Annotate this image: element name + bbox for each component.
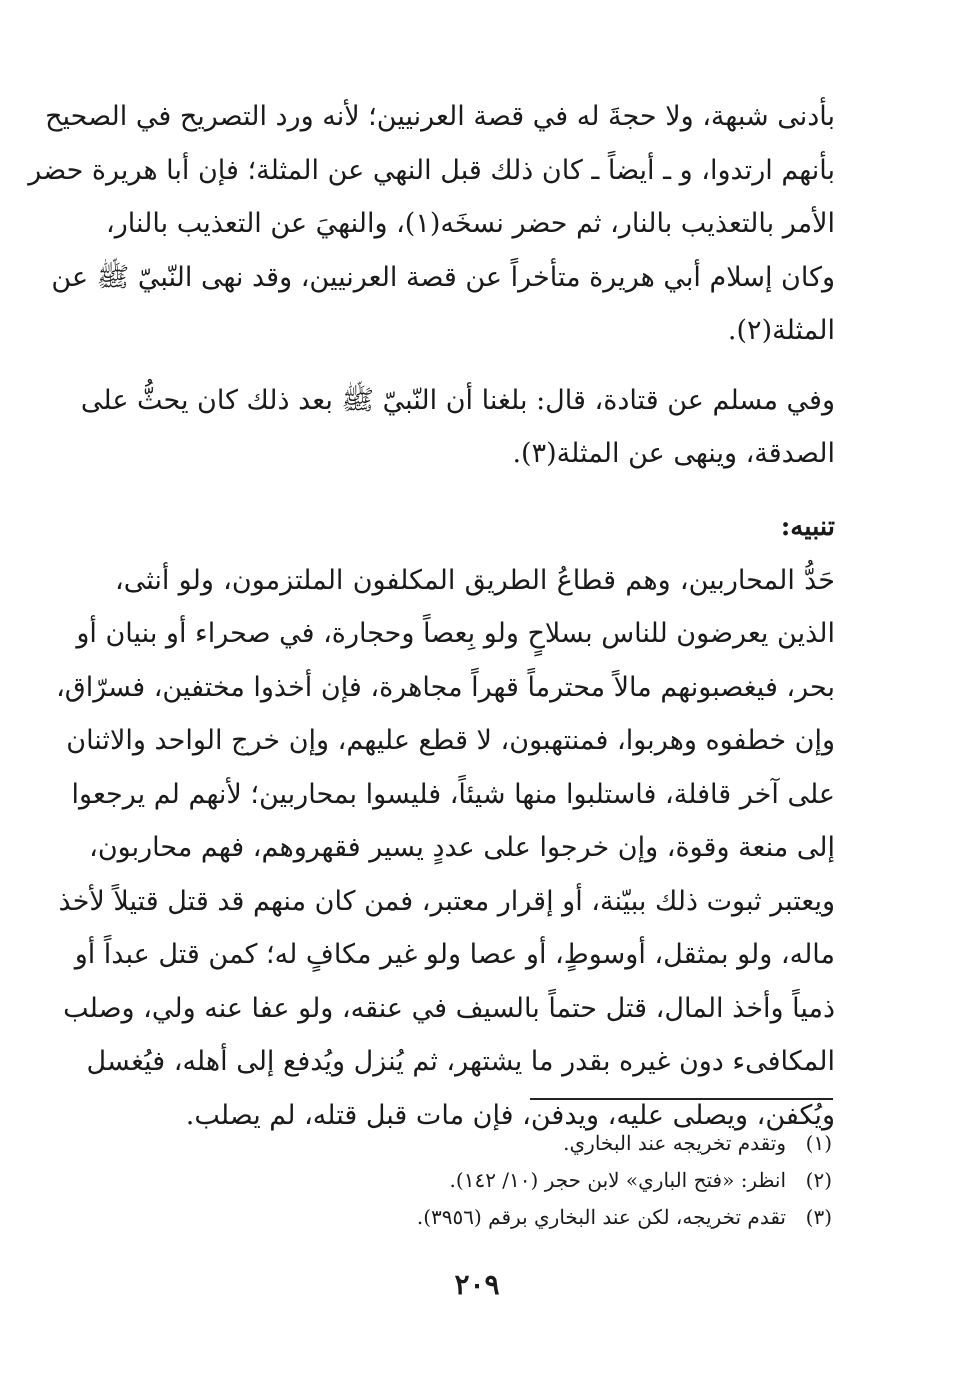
text-line: المثلة(٢). <box>727 315 835 346</box>
text-line: الصدقة، وينهى عن المثلة(٣). <box>512 438 835 469</box>
footnote <box>192 1125 832 1162</box>
text-line: الذين يعرضون للناس بسلاحٍ ولو بِعصاً وحجارة، في صحراء أو بنيان أو <box>76 618 835 649</box>
footnote-number: (٣) <box>805 1205 832 1229</box>
text-line: وكان إسلام أبي هريرة متأخراً عن قصة العرنيين، وقد نهى النّبيّ ﷺ عن <box>51 261 835 293</box>
footnote-number: (٢) <box>805 1168 832 1192</box>
footnotes <box>192 1125 832 1236</box>
page-number: ٢٠٩ <box>454 1268 500 1301</box>
text-line: المكافىء دون غيره بقدر ما يشتهر، ثم يُنزل ويُدفع إلى أهله، فيُغسل <box>86 1046 835 1077</box>
footnote <box>192 1199 832 1236</box>
text-line: على آخر قافلة، فاستلبوا منها شيئاً، فليسوا بمحاربين؛ لأنهم لم يرجعوا <box>71 778 835 810</box>
footnote-text: تقدم تخريجه، لكن عند البخاري برقم (٣٩٥٦). <box>416 1205 786 1229</box>
paragraph-1 <box>28 90 835 358</box>
text-line: ويُكفن، ويصلى عليه، ويدفن، فإن مات قبل قتله، لم يصلب. <box>185 1099 835 1131</box>
text-line: بأنهم ارتدوا، و ـ أيضاً ـ كان ذلك قبل النهي عن المثلة؛ فإن أبا هريرة حضر <box>28 154 835 186</box>
footnote <box>192 1162 832 1199</box>
footnote-number: (١) <box>805 1131 832 1155</box>
text-line: وإن خطفوه وهربوا، فمنتهبون، لا قطع عليهم، وإن خرج الواحد والاثنان <box>66 725 835 756</box>
paragraph-2 <box>80 374 835 481</box>
text-line: بأدنى شبهة، ولا حجةَ له في قصة العرنيين؛ لأنه ورد التصريح في الصحيح <box>45 101 835 132</box>
text-line: ماله، ولو بمثقل، أوسوطٍ، أو عصا ولو غير مكافٍ له؛ كمن قتل عبداً أو <box>74 939 835 970</box>
footnote-text: انظر: «فتح الباري» لابن حجر (١٠/ ١٤٢). <box>449 1168 786 1192</box>
page-body <box>28 90 835 1142</box>
text-line: الأمر بالتعذيب بالنار، ثم حضر نسخَه(١)، والنهيَ عن التعذيب بالنار، <box>106 208 835 239</box>
text-line: وفي مسلم عن قتادة، قال: بلغنا أن النّبيّ ﷺ بعد ذلك كان يحثُّ على <box>80 384 835 416</box>
text-line: بحر، فيغصبونهم مالاً محترماً قهراً مجاهرة، فإن أخذوا مختفين، فسرّاق، <box>56 671 835 703</box>
footnote-divider <box>530 1098 833 1100</box>
text-line: إلى منعة وقوة، وإن خرجوا على عددٍ يسير فقهروهم، فهم محاربون، <box>89 832 835 863</box>
text-line: ويعتبر ثبوت ذلك ببيّنة، أو إقرار معتبر، فمن كان منهم قد قتل قتيلاً لأخذ <box>58 885 835 917</box>
text-line: حَدُّ المحاربين، وهم قطاعُ الطريق المكلفون الملتزمون، ولو أنثى، <box>115 564 835 596</box>
section-heading: تنبيه: <box>780 511 835 542</box>
footnote-text: وتقدم تخريجه عند البخاري. <box>563 1131 786 1155</box>
paragraph-3 <box>56 554 835 1143</box>
text-line: ذمياً وأخذ المال، قتل حتماً بالسيف في عنقه، ولو عفا عنه ولي، وصلب <box>63 992 835 1024</box>
